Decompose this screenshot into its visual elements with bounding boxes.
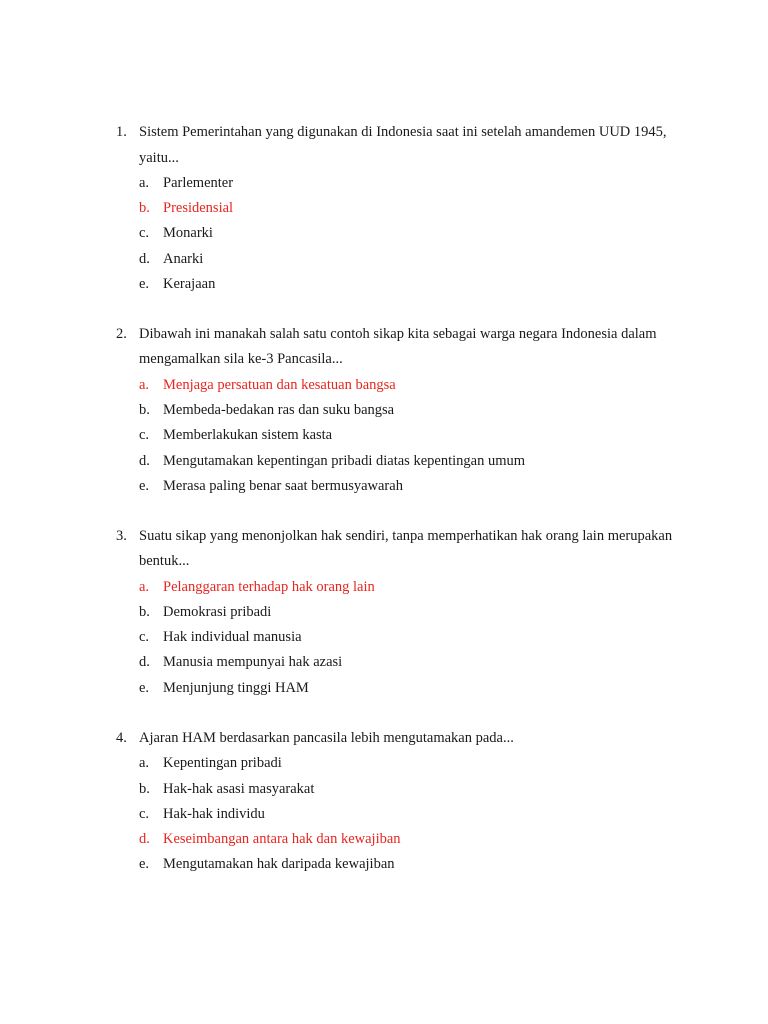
option-c (139, 625, 676, 650)
option-letter: b. (139, 200, 150, 217)
option-text: Kepentingan pribadi (163, 755, 282, 772)
question-stem (116, 322, 676, 373)
option-letter: e. (139, 679, 150, 696)
option-letter: d. (139, 654, 150, 671)
option-letter: e. (139, 856, 150, 873)
option-text: Monarki (163, 225, 213, 242)
option-c (139, 423, 676, 448)
question-stem (116, 726, 676, 752)
option-d (139, 449, 676, 474)
option-b (139, 600, 676, 625)
option-a (139, 751, 676, 776)
question-number: 3. (116, 527, 127, 544)
option-text: Hak individual manusia (163, 629, 302, 646)
option-letter: e. (139, 275, 150, 292)
option-letter: b. (139, 402, 150, 419)
option-c (139, 802, 676, 827)
option-text: Membeda-bedakan ras dan suku bangsa (163, 402, 395, 419)
option-letter: d. (139, 452, 150, 469)
option-b (139, 777, 676, 802)
option-text: Mengutamakan kepentingan pribadi diatas kepentingan umum (163, 452, 525, 469)
question-2 (116, 322, 676, 499)
option-d (139, 247, 676, 272)
option-letter: b. (139, 604, 150, 621)
option-text: Hak-hak individu (163, 805, 265, 822)
option-text: Presidensial (163, 200, 234, 217)
option-text: Menjaga persatuan dan kesatuan bangsa (163, 376, 396, 393)
option-letter: a. (139, 175, 150, 191)
option-text: Anarki (163, 250, 204, 267)
option-text: Menjunjung tinggi HAM (163, 679, 309, 696)
option-e (139, 852, 676, 877)
option-letter: d. (139, 250, 150, 267)
option-list (139, 373, 676, 499)
option-b (139, 398, 676, 423)
option-e (139, 474, 676, 499)
option-text: Demokrasi pribadi (163, 604, 272, 621)
option-text: Mengutamakan hak daripada kewajiban (163, 856, 395, 873)
question-number: 1. (116, 124, 127, 140)
option-c (139, 221, 676, 246)
option-list (139, 575, 676, 701)
option-text: Merasa paling benar saat bermusyawarah (163, 477, 403, 494)
option-letter: b. (139, 780, 150, 797)
option-letter: c. (139, 805, 150, 822)
option-a (139, 171, 676, 196)
option-list (139, 751, 676, 877)
question-list (116, 120, 676, 902)
option-text: Parlementer (163, 175, 234, 191)
option-letter: c. (139, 629, 150, 646)
option-d (139, 650, 676, 675)
option-letter: c. (139, 427, 150, 444)
question-stem (116, 524, 676, 575)
question-4 (116, 726, 676, 877)
option-list (139, 171, 676, 297)
option-a-correct (139, 575, 676, 600)
question-1 (116, 120, 676, 297)
option-letter: c. (139, 225, 150, 242)
question-number: 4. (116, 729, 127, 746)
question-text: Sistem Pemerintahan yang digunakan di Indonesia saat ini setelah amandemen UUD 1945, yaitu... (139, 124, 667, 166)
question-text: Ajaran HAM berdasarkan pancasila lebih mengutamakan pada... (139, 729, 514, 746)
option-text: Keseimbangan antara hak dan kewajiban (163, 830, 401, 847)
option-a-correct (139, 373, 676, 398)
option-letter: d. (139, 830, 150, 847)
option-text: Hak-hak asasi masyarakat (163, 780, 315, 797)
option-letter: a. (139, 755, 150, 772)
question-text: Suatu sikap yang menonjolkan hak sendiri, tanpa memperhatikan hak orang lain merupakan bentuk... (139, 527, 673, 570)
option-b-correct (139, 196, 676, 221)
option-d-correct (139, 827, 676, 852)
option-text: Kerajaan (163, 275, 216, 292)
option-letter: a. (139, 578, 150, 595)
option-e (139, 676, 676, 701)
option-text: Memberlakukan sistem kasta (163, 427, 333, 444)
question-stem (116, 120, 676, 171)
question-number: 2. (116, 325, 127, 342)
question-text: Dibawah ini manakah salah satu contoh sikap kita sebagai warga negara Indonesia dalam mengamalkan sila ke-3 Pancasila... (139, 325, 657, 368)
option-e (139, 272, 676, 297)
option-text: Manusia mempunyai hak azasi (163, 654, 343, 671)
option-letter: e. (139, 477, 150, 494)
question-3 (116, 524, 676, 701)
option-letter: a. (139, 376, 150, 393)
option-text: Pelanggaran terhadap hak orang lain (163, 578, 375, 595)
